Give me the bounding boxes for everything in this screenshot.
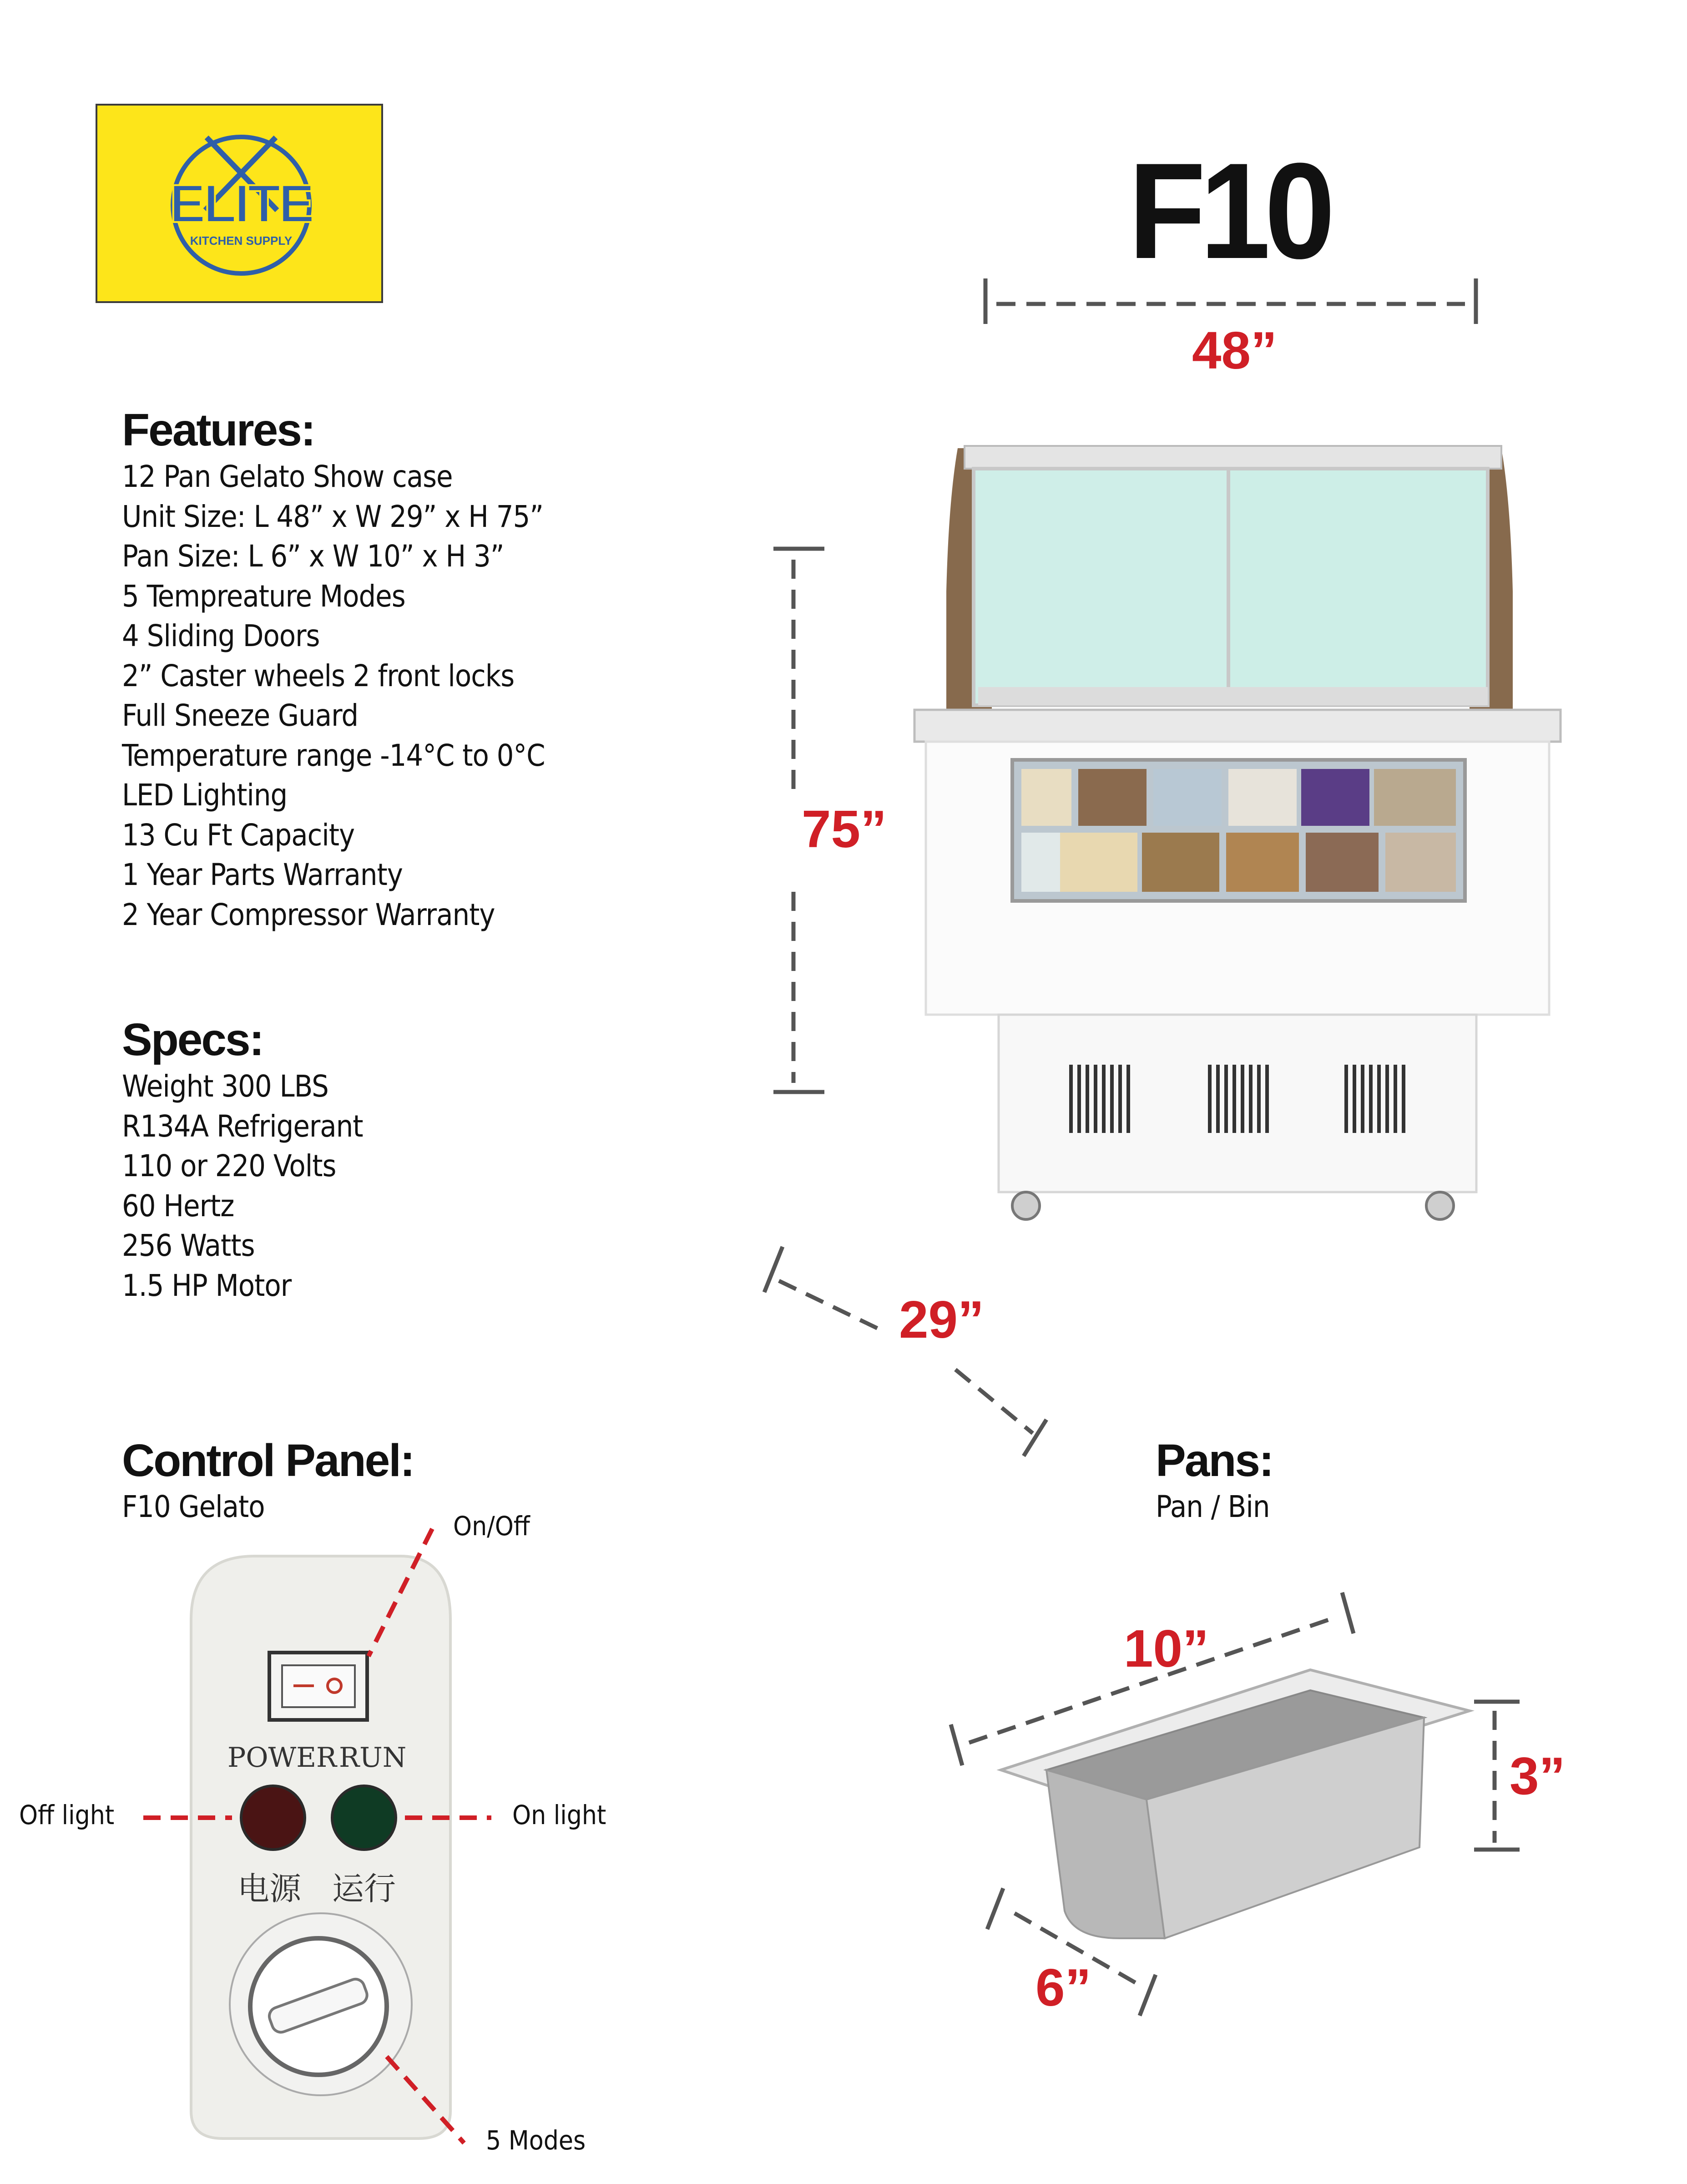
- feature-item: Pan Size: L 6” x W 10” x H 3”: [122, 539, 504, 574]
- specs-heading: Specs:: [122, 1014, 263, 1065]
- feature-item: 2 Year Compressor Warranty: [122, 897, 495, 932]
- modes-callout: 5 Modes: [486, 2125, 586, 2156]
- height-dimension-label: 75”: [802, 799, 887, 859]
- width-dimension-label: 48”: [1192, 321, 1278, 380]
- feature-item: Full Sneeze Guard: [122, 698, 359, 733]
- feature-item: 1 Year Parts Warranty: [122, 857, 403, 892]
- spec-item: 60 Hertz: [122, 1188, 234, 1223]
- model-title: F10: [1128, 134, 1329, 287]
- spec-item: Weight 300 LBS: [122, 1069, 328, 1104]
- feature-item: Unit Size: L 48” x W 29” x H 75”: [122, 499, 544, 534]
- pans-subtitle: Pan / Bin: [1156, 1489, 1270, 1524]
- run-panel-label: RUN: [339, 1742, 407, 1774]
- feature-item: 5 Tempreature Modes: [122, 578, 405, 614]
- feature-item: 13 Cu Ft Capacity: [122, 817, 355, 853]
- pan-width-label: 6”: [1035, 1958, 1091, 2017]
- depth-dimension-label: 29”: [899, 1290, 985, 1349]
- off-light-callout: Off light: [19, 1800, 115, 1830]
- spec-item: 256 Watts: [122, 1228, 255, 1263]
- control-panel-heading: Control Panel:: [122, 1435, 414, 1486]
- feature-item: Temperature range -14°C to 0°C: [122, 738, 545, 773]
- on-off-callout: On/Off: [453, 1511, 530, 1542]
- feature-item: 2” Caster wheels 2 front locks: [122, 658, 515, 693]
- spec-item: 1.5 HP Motor: [122, 1268, 292, 1303]
- feature-item: 4 Sliding Doors: [122, 618, 320, 653]
- feature-item: 12 Pan Gelato Show case: [122, 459, 453, 494]
- logo-wordmark: ELITE: [169, 174, 313, 234]
- control-panel-subtitle: F10 Gelato: [122, 1489, 265, 1524]
- cn-run-panel-label: 运行: [332, 1870, 396, 1907]
- spec-item: R134A Refrigerant: [122, 1108, 363, 1144]
- pan-length-label: 10”: [1124, 1619, 1209, 1678]
- power-panel-label: POWER: [227, 1742, 337, 1774]
- logo-tagline: KITCHEN SUPPLY: [190, 234, 293, 248]
- feature-item: LED Lighting: [122, 778, 288, 813]
- cn-power-panel-label: 电源: [237, 1870, 301, 1907]
- on-light-callout: On light: [512, 1800, 606, 1830]
- pan-height-label: 3”: [1510, 1746, 1566, 1805]
- features-heading: Features:: [122, 404, 315, 455]
- pans-heading: Pans:: [1156, 1435, 1273, 1486]
- spec-item: 110 or 220 Volts: [122, 1148, 336, 1183]
